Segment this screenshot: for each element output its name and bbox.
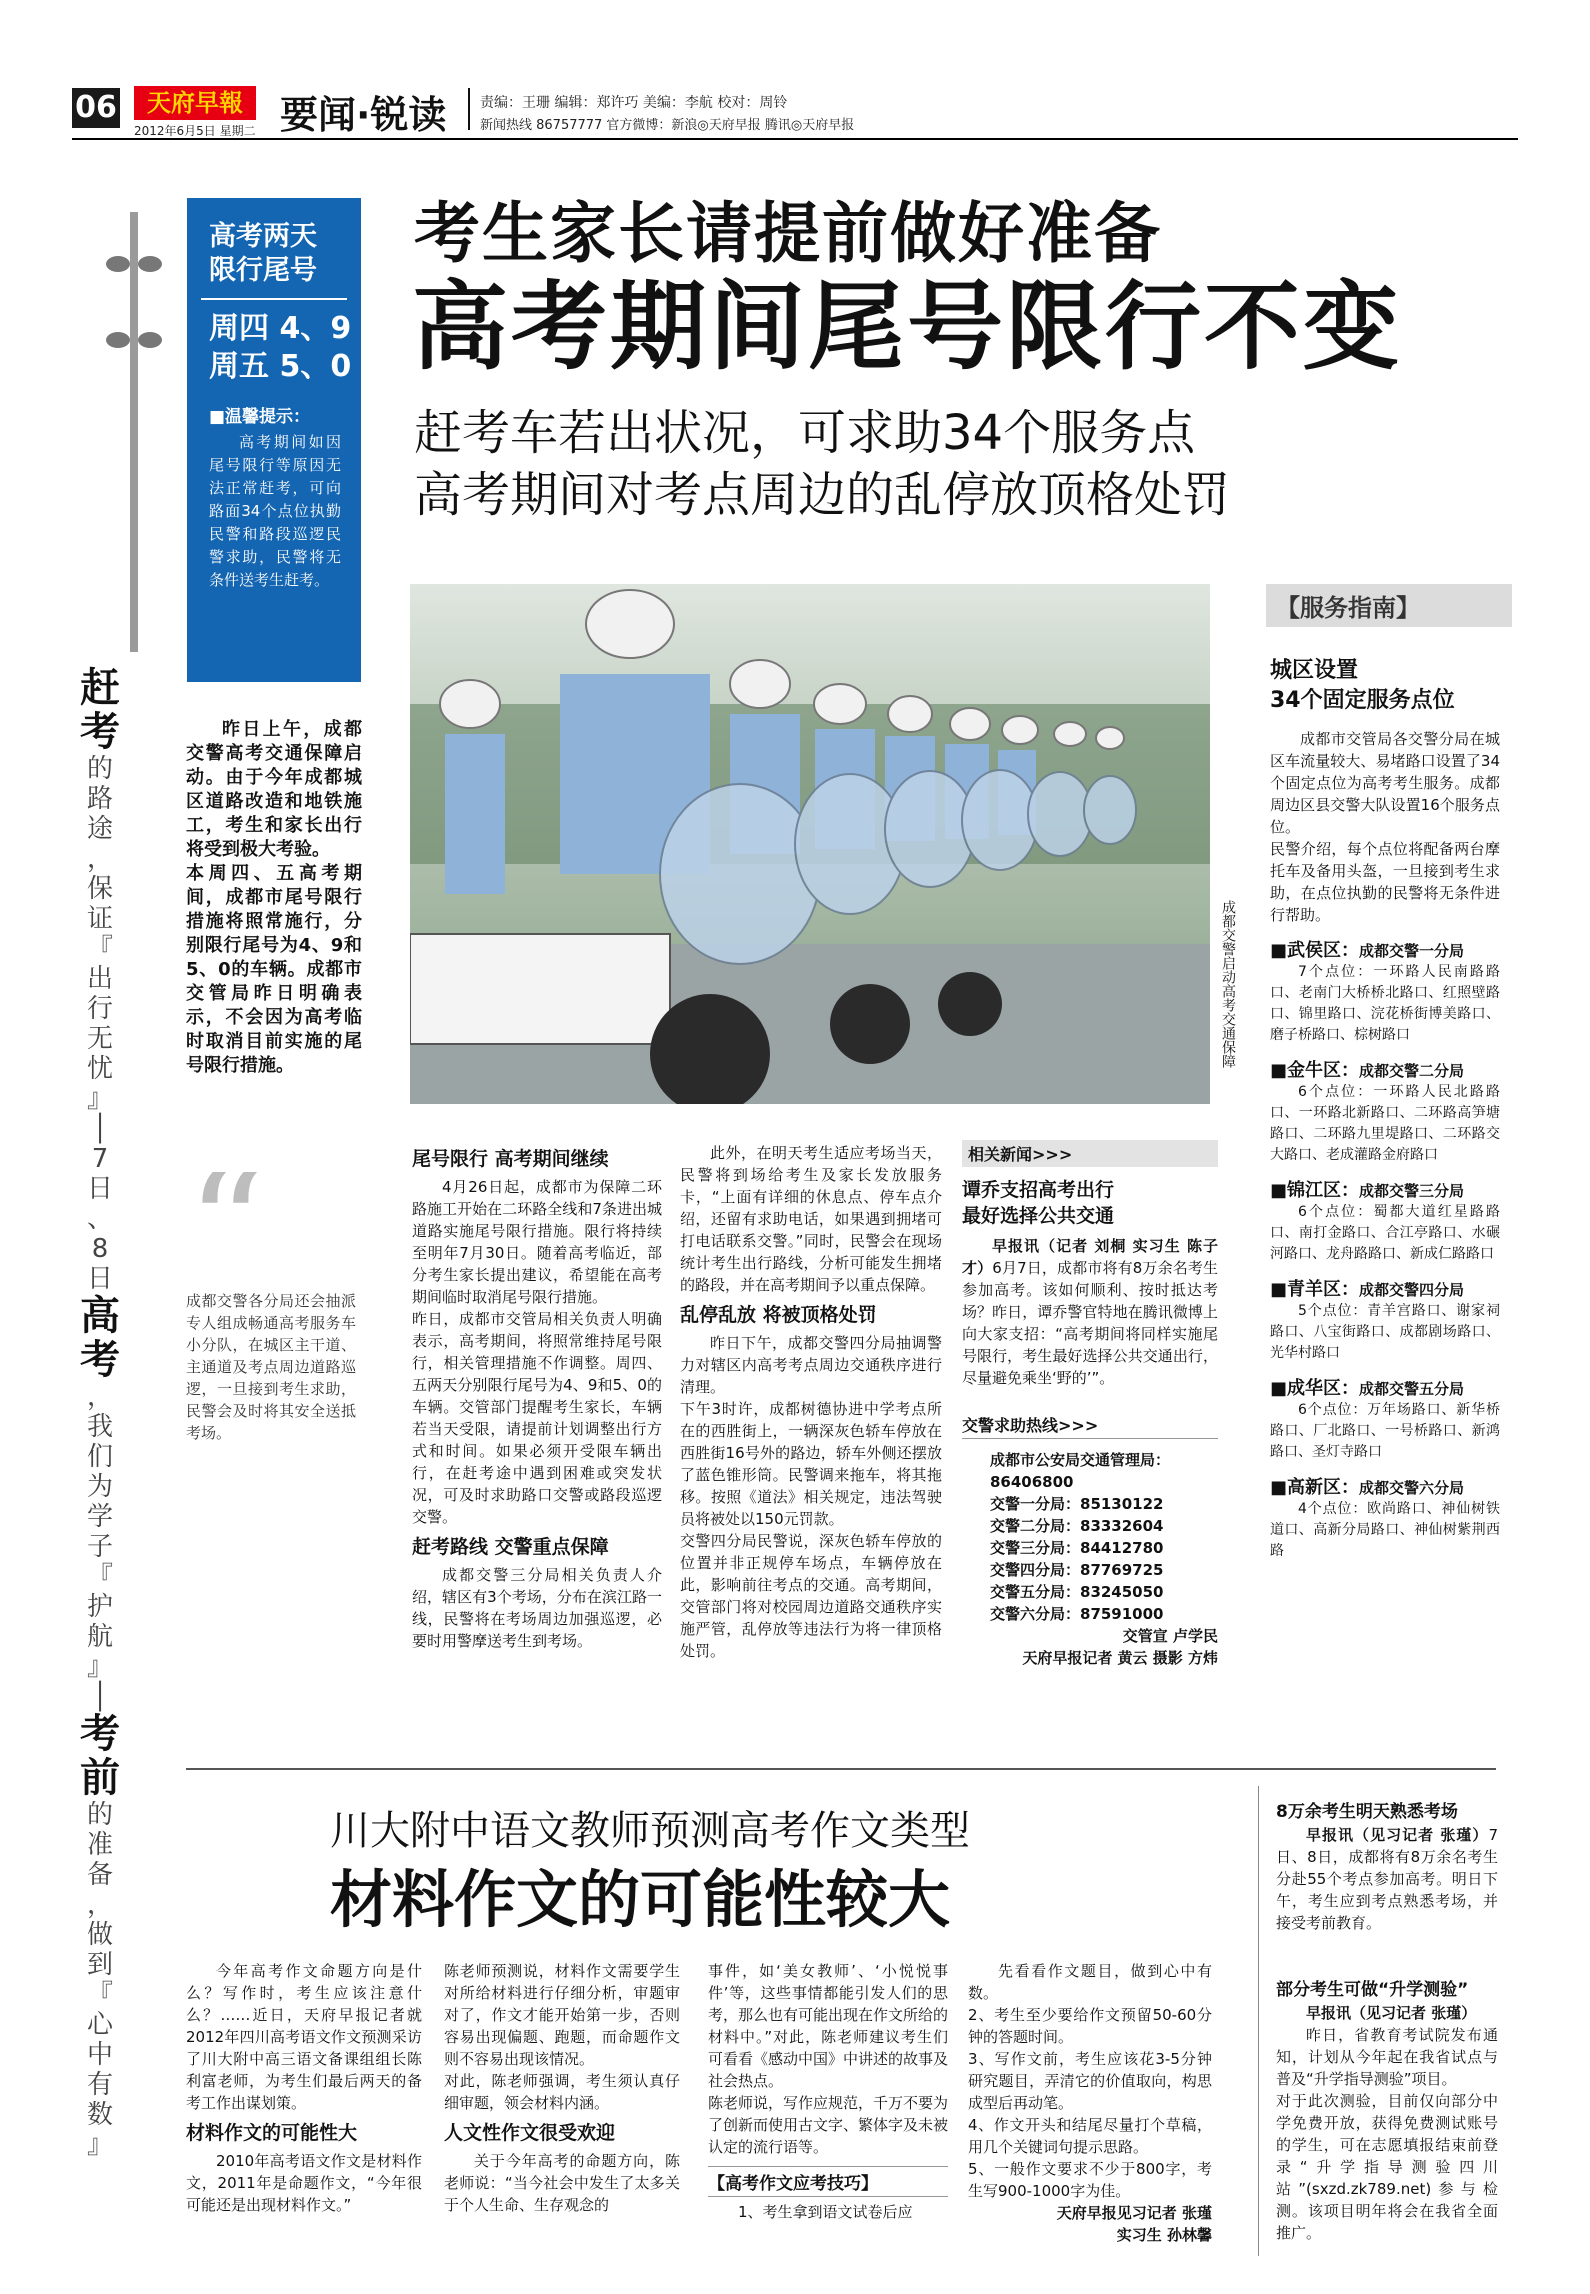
service-guide <box>1270 656 1500 1562</box>
hotline-item: 交警三分局：84412780 <box>990 1539 1164 1557</box>
slogan-char: 日 <box>86 1264 113 1294</box>
hotline-list <box>962 1493 1218 1625</box>
district-points: 7个点位：一环路人民南路路口、老南门大桥桥北路口、红照壁路口、锦里路口、浣花桥街博美路口、磨子桥路口、棕树路口 <box>1270 964 1500 1043</box>
brief-guidance-test-body: 昨日，省教育考试院发布通知，计划从今年起在我省试点与普及“升学指导测验”项目。 对于此次测验，目前仅向部分中学免费开放，获得免费测试账号的学生，可在志愿填报结束前登录“升学指导测验四川站”(sxzd.zk789.net)参与检测。该项目明年将会在我省全面推广。 <box>1276 2026 1498 2242</box>
district-heading <box>1270 1275 1500 1301</box>
essay-body-analysis: 陈老师预测说，材料作文需要学生对所给材料进行仔细分析，审题审对了，作文才能开始第一步，否则容易出现偏题、跑题，而命题作文则不容易出现该情况。 对此，陈老师强调，考生须认真仔细审题，领会材料内涵。 <box>444 1962 680 2112</box>
page-number: 06 <box>75 90 117 125</box>
district-item <box>1270 1473 1500 1562</box>
essay-body-humanistic: 关于今年高考的命题方向，陈老师说：“当今社会中发生了太多关于个人生命、生存观念的 <box>444 2152 680 2214</box>
essay-tips-list: 先看看作文题目，做到心中有数。 2、考生至少要给作文预留50-60分钟的答题时间。 3、写作文前，考生应该花3-5分钟研究题目，弄清它的价值取向，构思成型后再动笔。 4、作文开头和结尾尽量打个草稿，用几个关键词句提示思路。 5、一般作文要求不少于800字，考生写900-1000字为佳。 <box>968 1962 1212 2200</box>
article-col1 <box>412 1140 662 1652</box>
section-title-tail-number: 尾号限行 高考期间继续 <box>412 1148 609 1170</box>
district-unit: 成都交警二分局 <box>1359 1062 1465 1080</box>
slogan-char: 子 <box>86 1532 113 1562</box>
hotline-label: 交警求助热线>>> <box>962 1411 1218 1439</box>
slogan-char: 准 <box>86 1830 113 1860</box>
slogan-char: ， <box>86 1382 113 1412</box>
slogan-char: 学 <box>86 1502 113 1532</box>
brief-guidance-test-byline: 早报讯（见习记者 张瑾） <box>1306 2004 1477 2022</box>
slogan-char: 路 <box>86 784 113 814</box>
lead-text: 昨日上午，成都交警高考交通保障启动。由于今年成都城区道路改造和地铁施工，考生和家长出行将受到极大考验。 本周四、五高考期间，成都市尾号限行措施将照常施行，分别限行尾号为4、9和5、0的车辆。成都市交管局昨日明确表示，不会因为高考临时取消目前实施的尾号限行措施。 <box>186 719 362 1076</box>
district-item <box>1270 1374 1500 1463</box>
essay-credit-1: 天府早报见习记者 张瑾 <box>1056 2204 1212 2222</box>
essay-intro: 今年高考作文命题方向是什么？写作时，考生应该注意什么？……近日，天府早报记者就2012年四川高考语文作文预测采访了川大附中高三语文备课组组长陈利富老师，为考生们最后两天的备考工作出谋划策。 <box>186 1962 422 2112</box>
slogan-char: 高 <box>80 1293 120 1339</box>
slogan-char: 』 <box>86 2130 113 2160</box>
service-guide-label: 【服务指南】 <box>1266 584 1512 627</box>
section-title-parking: 乱停乱放 将被顶格处罚 <box>680 1304 877 1326</box>
slogan-char: 、 <box>86 1204 113 1234</box>
slogan-char: 『 <box>86 1562 113 1592</box>
district-unit: 成都交警四分局 <box>1359 1281 1465 1299</box>
hotline-credit-2: 天府早报记者 黄云 摄影 方炜 <box>1022 1649 1218 1667</box>
slogan-char: 们 <box>86 1442 113 1472</box>
paper-logo: 天府早報 <box>134 86 256 120</box>
slogan-char: 备 <box>86 1860 113 1890</box>
vertical-slogan <box>76 665 124 2160</box>
essay-col4 <box>968 1960 1212 2246</box>
tip-label: ■温馨提示： <box>209 407 311 427</box>
article-col2 <box>680 1142 942 1662</box>
slogan-char: 中 <box>86 2040 113 2070</box>
slogan-char: 『 <box>86 934 113 964</box>
district-item <box>1270 1275 1500 1364</box>
essay-tips-label: 【高考作文应考技巧】 <box>708 2166 948 2197</box>
quote-text: 成都交警各分局还会抽派专人组成畅通高考服务车小分队，在城区主干道、主通道及考点周边道路巡逻，一旦接到考生求助，民警会及时将其安全送抵考场。 <box>186 1292 356 1442</box>
photo-caption: 成都交警启动高考交通保障 <box>1220 900 1236 1068</box>
district-points: 6个点位：蜀都大道红星路路口、南打金路口、合江亭路口、水碾河路口、龙舟路路口、新成仁路路口 <box>1270 1204 1500 1262</box>
district-unit: 成都交警五分局 <box>1359 1380 1465 1398</box>
district-points: 6个点位：万年场路口、新华桥路口、厂北路口、一号桥路口、新鸿路口、圣灯寺路口 <box>1270 1402 1500 1460</box>
brief-guidance-test-title: 部分考生可做“升学测验” <box>1276 1980 1469 2000</box>
section-body-parking: 昨日下午，成都交警四分局抽调警力对辖区内高考考点周边交通秩序进行清理。 下午3时许，成都树德协进中学考点所在的西胜街上，一辆深灰色轿车停放在西胜街16号外的路边，轿车外侧还摆放了蓝色锥形筒。民警调来拖车，将其拖移。按照《道法》相关规定，违法驾驶员将被处以150元罚款。 交警四分局民警说，深灰色轿车停放的位置并非正规停车场点，车辆停放在此，影响前往考点的交通。高考期间，交管部门将对校园周边道路交通秩序实施严管，乱停放等违法行为将一律顶格处罚。 <box>680 1334 942 1660</box>
slogan-char: 赶 <box>80 665 120 711</box>
essay-col1 <box>186 1960 422 2216</box>
district-heading <box>1270 1056 1500 1082</box>
district-heading <box>1270 1176 1500 1202</box>
restriction-days: 周四 4、9 周五 5、0 <box>209 311 352 384</box>
essay-body-material: 2010年高考语文作文是材料作文，2011年是命题作文，“今年很可能还是出现材料作文。” <box>186 2152 422 2214</box>
header-divider <box>468 88 470 130</box>
related-title: 谭乔支招高考出行 最好选择公共交通 <box>962 1179 1115 1227</box>
slogan-char: ， <box>86 1890 113 1920</box>
slogan-char: 的 <box>86 1800 113 1830</box>
brief-exam-room <box>1276 1800 1498 1934</box>
service-title: 城区设置 34个固定服务点位 <box>1270 658 1455 713</box>
hotline-item: 交警五分局：83245050 <box>990 1583 1164 1601</box>
slogan-char: 出 <box>86 964 113 994</box>
headline-main: 高考期间尾号限行不变 <box>412 271 1402 383</box>
related-label: 相关新闻>>> <box>962 1140 1218 1167</box>
district-name: ■青羊区： <box>1270 1279 1360 1300</box>
district-points: 4个点位：欧尚路口、神仙树铁道口、高新分局路口、神仙树紫荆西路 <box>1270 1501 1500 1559</box>
slogan-char: 』 <box>86 1652 113 1682</box>
slogan-char: 有 <box>86 2070 113 2100</box>
headline-primary: 考生家长请提前做好准备 <box>414 195 1162 272</box>
header-rule <box>72 138 1518 140</box>
district-name: ■金牛区： <box>1270 1060 1360 1081</box>
brief-exam-room-title: 8万余考生明天熟悉考场 <box>1276 1802 1458 1822</box>
slogan-char: 日 <box>86 1174 113 1204</box>
district-unit: 成都交警一分局 <box>1359 942 1465 960</box>
slogan-char: 航 <box>86 1622 113 1652</box>
district-heading <box>1270 1374 1500 1400</box>
slogan-char: 护 <box>86 1592 113 1622</box>
subheadline-1: 赶考车若出状况，可求助34个服务点 <box>414 405 1196 461</box>
slogan-char: 心 <box>86 2010 113 2040</box>
slogan-char: 7 <box>91 1144 109 1174</box>
essay-title-material: 材料作文的可能性大 <box>186 2122 358 2144</box>
hotline-item: 交警四分局：87769725 <box>990 1561 1164 1579</box>
hotline-item: 交警二分局：83332604 <box>990 1517 1164 1535</box>
district-name: ■高新区： <box>1270 1477 1360 1498</box>
district-item <box>1270 936 1500 1046</box>
slogan-char: 行 <box>86 994 113 1024</box>
quote-mark-icon <box>186 1172 296 1252</box>
section-body-route: 成都交警三分局相关负责人介绍，辖区有3个考场，分布在滨江路一线，民警将在考场周边加强巡逻，必要时用警摩送考生到考场。 <box>412 1566 662 1650</box>
essay-credit-2: 实习生 孙林馨 <box>1116 2226 1212 2244</box>
slogan-char: 』 <box>86 1084 113 1114</box>
district-item <box>1270 1056 1500 1166</box>
hotline-item: 交警一分局：85130122 <box>990 1495 1164 1513</box>
slogan-char: 考 <box>80 1337 120 1383</box>
slogan-char: 为 <box>86 1472 113 1502</box>
district-heading <box>1270 936 1500 962</box>
slogan-char: │ <box>92 1682 108 1712</box>
essay-headline-1: 川大附中语文教师预测高考作文类型 <box>330 1808 970 1854</box>
slogan-char: 我 <box>86 1412 113 1442</box>
subheadline-2: 高考期间对考点周边的乱停放顶格处罚 <box>414 467 1231 523</box>
slogan-char: 无 <box>86 1024 113 1054</box>
slogan-char: ， <box>86 844 113 874</box>
slogan-char: 数 <box>86 2100 113 2130</box>
restriction-box <box>187 198 361 682</box>
essay-title-humanistic: 人文性作文很受欢迎 <box>444 2122 616 2144</box>
page-number-badge <box>72 88 120 128</box>
district-item <box>1270 1176 1500 1265</box>
svg-text:“ <box>186 1172 268 1252</box>
section-title: 要闻·锐读 <box>280 93 447 137</box>
district-name: ■成华区： <box>1270 1378 1360 1399</box>
slogan-char: 考 <box>80 1711 120 1757</box>
district-list <box>1270 936 1500 1562</box>
brief-guidance-test <box>1276 1978 1498 2244</box>
tip-text: 高考期间如因尾号限行等原因无法正常赶考，可向路面34个点位执勤民警和路段巡逻民警求助，民警将无条件送考生赶考。 <box>209 433 341 589</box>
essay-headline-2: 材料作文的可能性较大 <box>330 1863 951 1936</box>
briefs-divider <box>1258 1786 1259 2256</box>
hotline-credit-1: 交管宣 卢学民 <box>1122 1627 1218 1645</box>
essay-col3 <box>708 1960 948 2223</box>
hotline-item: 交警六分局：87591000 <box>990 1605 1164 1623</box>
issue-date: 2012年6月5日 星期二 <box>134 124 256 138</box>
slogan-char: 的 <box>86 754 113 784</box>
slogan-char: 8 <box>91 1234 109 1264</box>
district-heading <box>1270 1473 1500 1499</box>
slogan-char: 途 <box>86 814 113 844</box>
section-divider <box>186 1768 1496 1770</box>
hotline-main: 成都市公安局交通管理局：86406800 <box>990 1451 1171 1491</box>
slogan-char: 做 <box>86 1920 113 1950</box>
slogan-char: 考 <box>80 709 120 755</box>
restriction-box-title: 高考两天 限行尾号 <box>209 221 317 286</box>
essay-col2 <box>444 1960 680 2216</box>
essay-tip-1: 1、考生拿到语文试卷后应 <box>738 2203 913 2221</box>
police-photo <box>410 584 1210 1104</box>
service-intro: 成都市交管局各交警分局在城区车流量较大、易堵路口设置了34个固定点位为高考考生服务。成都周边区县交警大队设置16个服务点位。 民警介绍，每个点位将配备两台摩托车及备用头盔，一旦接到考生求助，在点位执勤的民警将无条件进行帮助。 <box>1270 730 1500 924</box>
header-hotline: 新闻热线 86757777 官方微博：新浪◎天府早报 腾讯◎天府早报 <box>480 118 855 133</box>
related-body: 早报讯（记者 刘桐 实习生 陈子才）6月7日，成都市将有8万余名考生参加高考。该如何顺利、按时抵达考场？昨日，谭乔警官特地在腾讯微博上向大家支招：“高考期间将同样实施尾号限行，考生最好选择公共交通出行，尽量避免乘坐‘野的’”。 <box>962 1237 1218 1387</box>
section-body-service-card: 此外，在明天考生适应考场当天，民警将到场给考生及家长发放服务卡，“上面有详细的休息点、停车点介绍，还留有求助电话，如果遇到拥堵可打电话联系交警。”同时，民警会在现场统计考生出行路线，分析可能发生拥堵的路段，并在高考期间予以重点保障。 <box>680 1144 942 1294</box>
slogan-char: 保 <box>86 874 113 904</box>
district-unit: 成都交警三分局 <box>1359 1182 1465 1200</box>
related-news <box>962 1140 1218 1669</box>
slogan-char: 证 <box>86 904 113 934</box>
slogan-char: 到 <box>86 1950 113 1980</box>
district-name: ■武侯区： <box>1270 940 1360 961</box>
district-name: ■锦江区： <box>1270 1180 1360 1201</box>
brief-exam-room-body: 早报讯（见习记者 张瑾）7日、8日，成都将有8万余名考生分赴55个考点参加高考。明日下午，考生应到考点熟悉考场，并接受考前教育。 <box>1276 1826 1498 1932</box>
district-points: 6个点位：一环路人民北路路口、一环路北新路口、二环路高笋塘路口、二环路九里堤路口、二环路交大路口、老成灌路金府路口 <box>1270 1084 1500 1163</box>
lamp-post-icon <box>104 212 164 652</box>
slogan-char: │ <box>92 1114 108 1144</box>
district-points: 5个点位：青羊宫路口、谢家祠路口、八宝街路口、成都剧场路口、光华村路口 <box>1270 1303 1500 1361</box>
slogan-char: 前 <box>80 1755 120 1801</box>
section-body-tail-number: 4月26日起，成都市为保障二环路施工开始在二环路全线和7条进出城道路实施尾号限行措施。限行将持续至明年7月30日。随着高考临近，部分考生家长提出建议，希望能在高考期间临时取消尾号限行措施。 昨日，成都市交管局相关负责人明确表示，高考期间，将照常维持尾号限行，相关管理措施不作调整。周四、五两天分别限行尾号为4、9和5、0的车辆。交管部门提醒考生家长，车辆若当天受限，请提前计划调整出行方式和时间。如果必须开受限车辆出行，在赶考途中遇到困难或突发状况，可及时求助路口交警或路段巡逻交警。 <box>412 1178 662 1526</box>
essay-body-events: 事件，如‘美女教师’、‘小悦悦事件’等，这些事情都能引发人们的思考，那么也有可能出现在作文所给的材料中。”对此，陈老师建议考生们可看看《感动中国》中讲述的故事及社会热点。 陈老师说，写作应规范，千万不要为了创新而使用古文字、繁体字及未被认定的流行语等。 <box>708 1962 949 2156</box>
section-title-route: 赶考路线 交警重点保障 <box>412 1536 609 1558</box>
district-unit: 成都交警六分局 <box>1359 1479 1465 1497</box>
slogan-char: 忧 <box>86 1054 113 1084</box>
slogan-char: 『 <box>86 1980 113 2010</box>
header-credits: 责编：王珊 编辑：郑许巧 美编：李航 校对：周铃 <box>480 95 788 111</box>
